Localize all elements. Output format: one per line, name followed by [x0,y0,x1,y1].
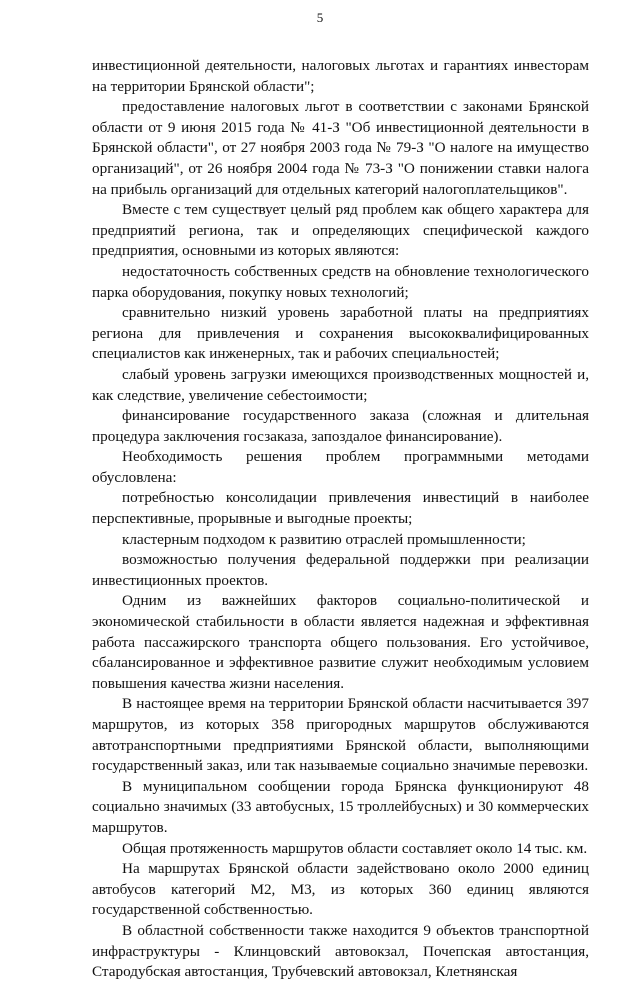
page-number: 5 [316,10,324,25]
paragraph-problems-intro: Вместе с тем существует целый ряд проблем как общего характера для предприятий региона, так и определяющих специфической каждого предприятия, основными из которых являются: [92,201,589,260]
paragraph-problem-financing: финансирование государственного заказа (сложная и длительная процедура заключения госзаказа, запоздалое финансирование). [92,407,589,445]
body-text [92,56,589,983]
paragraph-need-clusters: кластерным подходом к развитию отраслей промышленности; [122,530,526,548]
paragraph-buses: На маршрутах Брянской области задействовано около 2000 единиц автобусов категорий М2, М3, из которых 360 единиц являются государственной собственностью. [92,860,589,919]
paragraph-need-federal-support: возможностью получения федеральной поддержки при реализации инвестиционных проектов. [92,551,589,589]
paragraph-bryansk-routes: В муниципальном сообщении города Брянска функционируют 48 социально значимых (33 автобусных, 15 троллейбусных) и 30 коммерческих маршрутов. [92,777,589,836]
paragraph-problem-wages: сравнительно низкий уровень заработной платы на предприятиях региона для привлечения и сохранения высококвалифицированных специалистов как инженерных, так и рабочих специальностей; [92,304,589,363]
paragraph-need-investment: потребностью консолидации привлечения инвестиций в наиболее перспективные, прорывные и выгодные проекты; [92,489,589,528]
paragraph-problem-capacity: слабый уровень загрузки имеющихся производственных мощностей и, как следствие, увеличение себестоимости; [92,365,589,404]
paragraph-problem-funds: недостаточность собственных средств на обновление технологического парка оборудования, покупку новых технологий; [92,262,589,301]
paragraph-infrastructure: В областной собственности также находится 9 объектов транспортной инфраструктуры - Клинцовский автовокзал, Почепская автостанция, Стародубская автостанция, Трубчевский автовокзал, Клетнянская [92,921,589,981]
paragraph-routes-length: Общая протяженность маршрутов области составляет около 14 тыс. км. [122,839,588,857]
paragraph-transport-stability: Одним из важнейших факторов социально-политической и экономической стабильности в области является надежная и эффективная работа пассажирского транспорта общего пользования. Его устойчивое, сбалансированное и эффективное развитие служит необходимым условием повышения качества жизни населения. [92,592,589,692]
paragraph-necessity-intro: Необходимость решения проблем программными методами обусловлена: [92,448,589,486]
paragraph-tax-benefits: предоставление налоговых льгот в соответствии с законами Брянской области от 9 июня 2015 года № 41-З "Об инвестиционной деятельности в Брянской области", от 27 ноября 2003 года № 79-З "О налоге на имущество организаций", от 26 ноября 2004 года № 73-З "О понижении ставки налога на прибыль организаций для отдельных категорий налогоплательщиков". [92,98,589,198]
paragraph-continuation: инвестиционной деятельности, налоговых льготах и гарантиях инвесторам на территории Брянской области"; [92,57,589,95]
paragraph-routes-count: В настоящее время на территории Брянской области насчитывается 397 маршрутов, из которых 358 пригородных маршрутов обслуживаются автотранспортными предприятиями Брянской области, выполняющими государственный заказ, или так называемые социально значимые перевозки. [92,695,589,775]
